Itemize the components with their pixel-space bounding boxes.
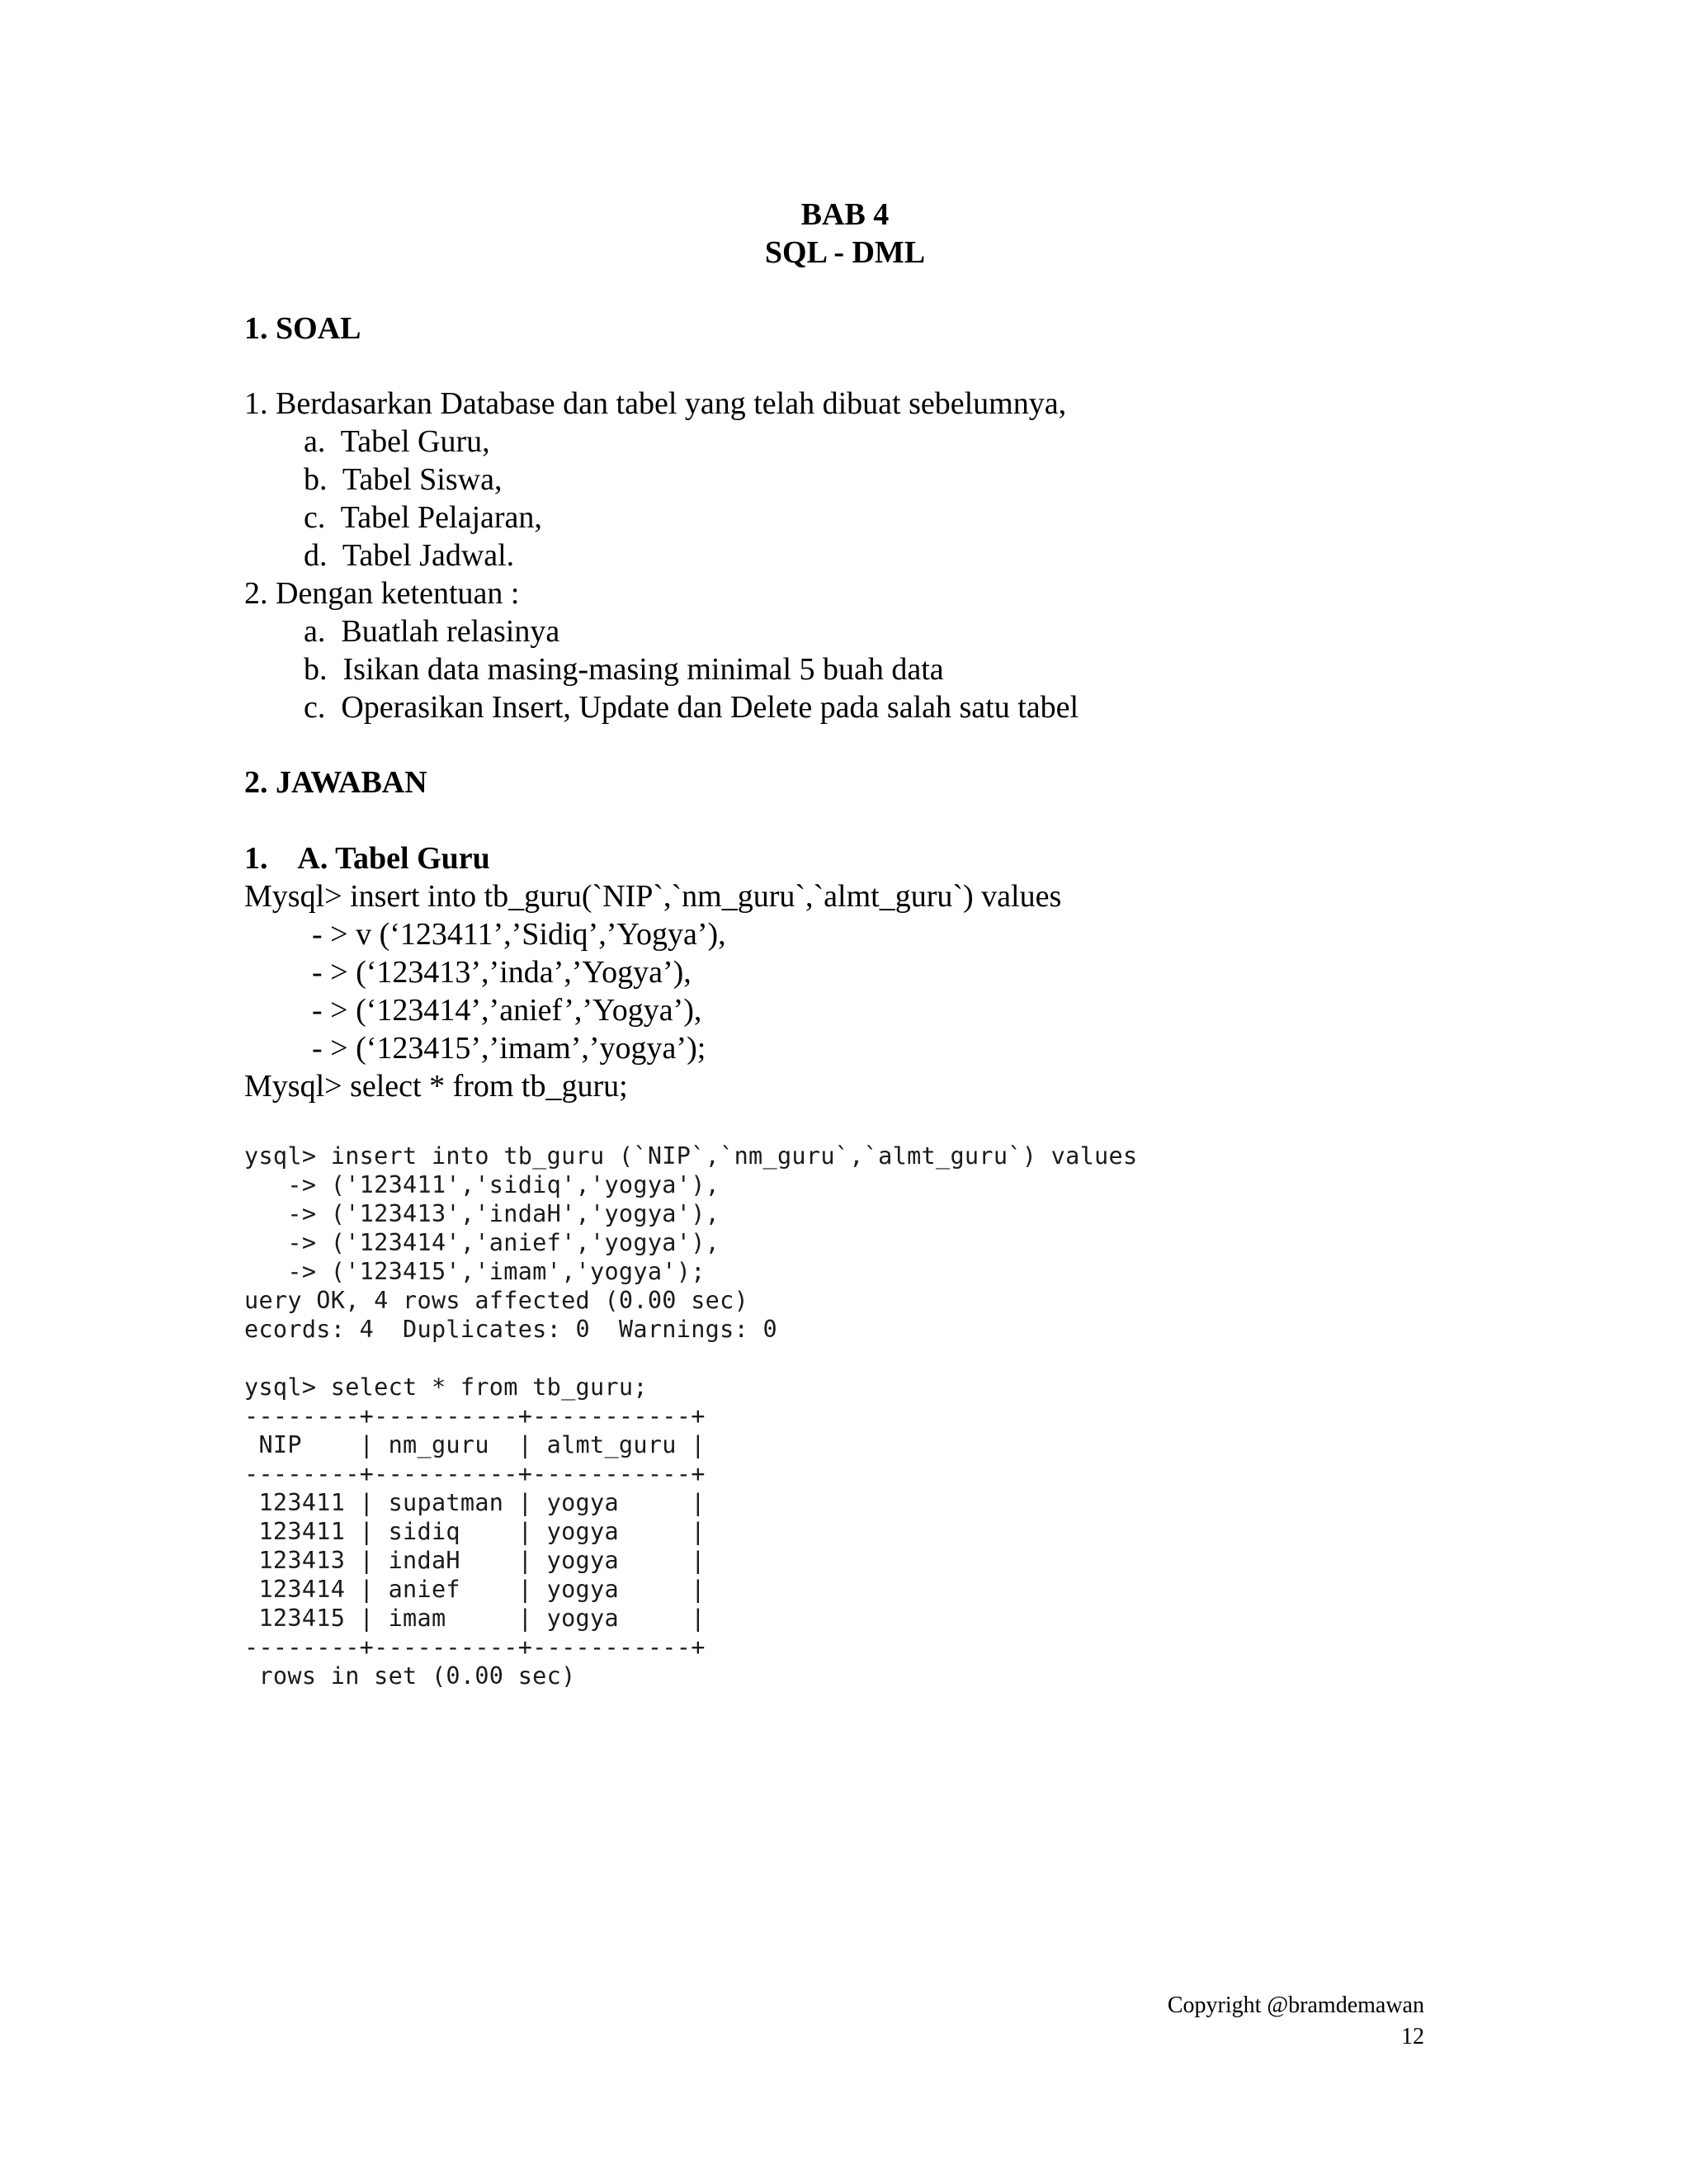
- footer-page-number: 12: [1401, 2024, 1424, 2049]
- code-line: Mysql> select * from tb_guru;: [244, 1069, 628, 1104]
- soal-item-1: 1. Berdasarkan Database dan tabel yang telah dibuat sebelumnya,: [244, 386, 1067, 421]
- console-table-row: 123415 | imam | yogya |: [244, 1605, 706, 1632]
- soal-item-2a: a. Buatlah relasinya: [304, 614, 560, 649]
- console-table-header: NIP | nm_guru | almt_guru |: [244, 1431, 706, 1458]
- code-line: - > (‘123413’,’inda’,’Yogya’),: [312, 955, 692, 990]
- jawaban-heading: 2. JAWABAN: [244, 765, 427, 800]
- console-line: ysql> select * from tb_guru;: [244, 1373, 648, 1401]
- console-table-border: --------+----------+-----------+: [244, 1460, 706, 1487]
- console-line: -> ('123414','anief','yogya'),: [244, 1229, 720, 1256]
- console-line: rows in set (0.00 sec): [244, 1662, 576, 1690]
- console-table-border: --------+----------+-----------+: [244, 1633, 706, 1661]
- code-line: Mysql> insert into tb_guru(`NIP`,`nm_guru`,`almt_guru`) values: [244, 879, 1062, 914]
- soal-item-1c: c. Tabel Pelajaran,: [304, 500, 542, 535]
- jawaban-subheading: 1. A. Tabel Guru: [244, 841, 490, 876]
- console-line: uery OK, 4 rows affected (0.00 sec): [244, 1287, 749, 1314]
- soal-item-1a: a. Tabel Guru,: [304, 424, 490, 459]
- console-table-row: 123411 | supatman | yogya |: [244, 1489, 706, 1516]
- soal-item-1b: b. Tabel Siswa,: [304, 462, 503, 497]
- soal-heading: 1. SOAL: [244, 311, 361, 346]
- console-table-row: 123414 | anief | yogya |: [244, 1576, 706, 1603]
- console-screenshot: [244, 1142, 1152, 1704]
- soal-item-2b: b. Isikan data masing-masing minimal 5 buah data: [304, 652, 944, 687]
- console-line: -> ('123411','sidiq','yogya'),: [244, 1171, 720, 1198]
- console-table-row: 123411 | sidiq | yogya |: [244, 1518, 706, 1545]
- footer-copyright: Copyright @bramdemawan: [1167, 1993, 1424, 2018]
- code-line: - > v (‘123411’,’Sidiq’,’Yogya’),: [312, 917, 726, 952]
- console-table-border: --------+----------+-----------+: [244, 1402, 706, 1430]
- chapter-title: BAB 4: [800, 197, 890, 232]
- soal-item-2: 2. Dengan ketentuan :: [244, 576, 520, 611]
- console-line: ecords: 4 Duplicates: 0 Warnings: 0: [244, 1316, 777, 1343]
- chapter-subtitle: SQL - DML: [764, 235, 926, 270]
- code-line: - > (‘123415’,’imam’,’yogya’);: [312, 1031, 706, 1066]
- code-line: - > (‘123414’,’anief’,’Yogya’),: [312, 993, 702, 1028]
- console-line: -> ('123413','indaH','yogya'),: [244, 1200, 720, 1227]
- console-table-row: 123413 | indaH | yogya |: [244, 1547, 706, 1574]
- console-line: ysql> insert into tb_guru (`NIP`,`nm_guru`,`almt_guru`) values: [244, 1142, 1138, 1170]
- console-line: -> ('123415','imam','yogya');: [244, 1258, 706, 1285]
- soal-item-1d: d. Tabel Jadwal.: [304, 538, 515, 573]
- soal-item-2c: c. Operasikan Insert, Update dan Delete pada salah satu tabel: [304, 690, 1079, 725]
